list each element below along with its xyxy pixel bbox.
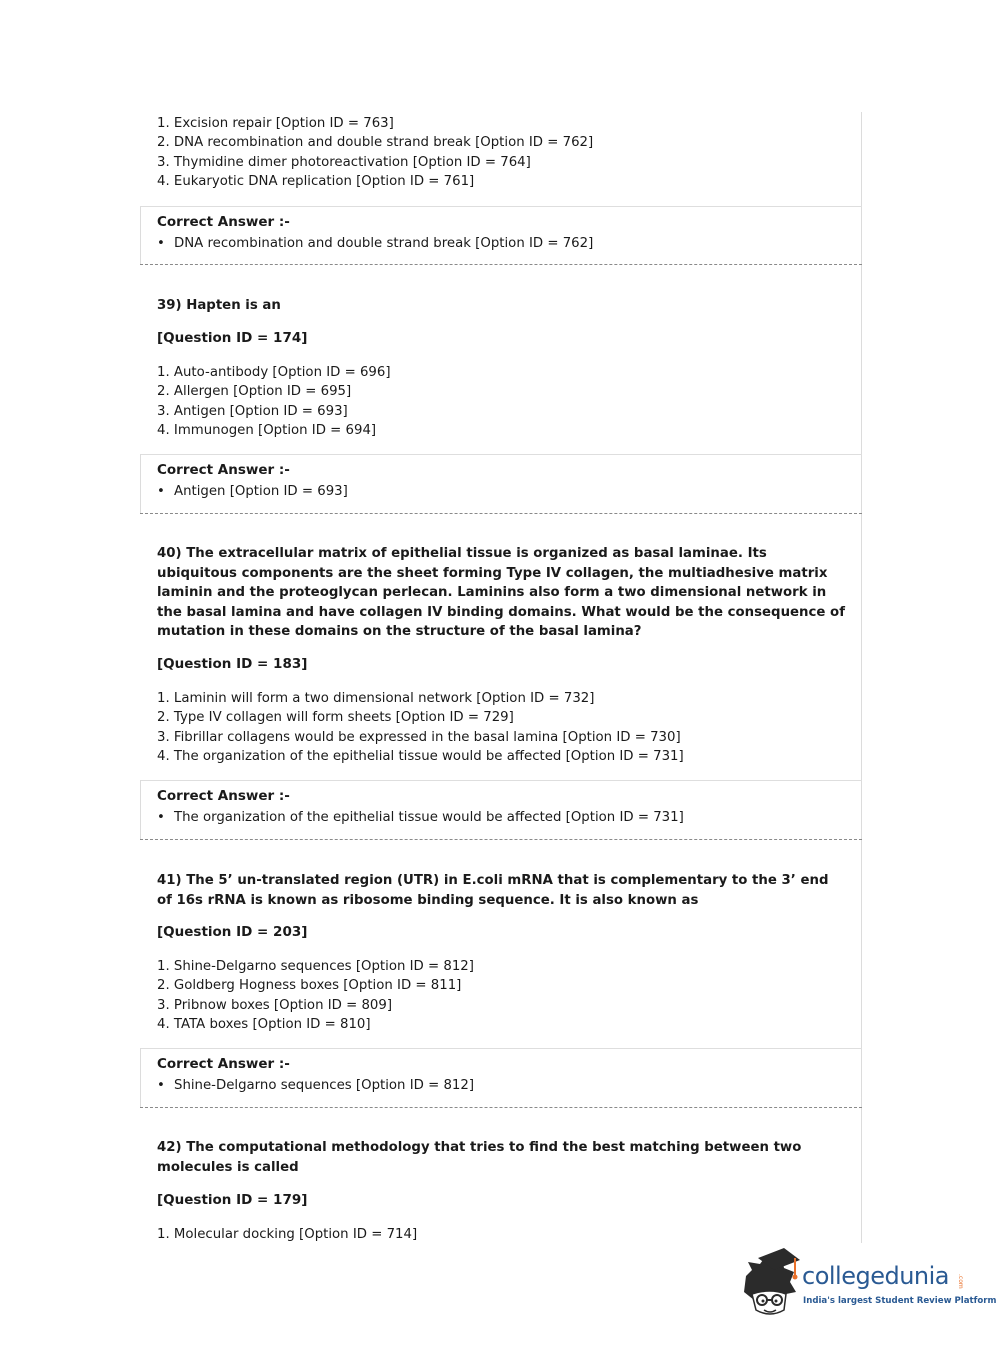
option-item: 3. Thymidine dimer photoreactivation [Option ID = 764] [157,155,531,170]
correct-answer-label: Correct Answer :- [157,214,290,230]
question-id: [Question ID = 183] [157,656,308,672]
correct-answer-text: Antigen [Option ID = 693] [174,484,348,499]
correct-answer-item: • Shine-Delgarno sequences [Option ID = 812] [157,1078,475,1093]
option-item: 3. Pribnow boxes [Option ID = 809] [157,998,393,1013]
correct-answer-item: • Antigen [Option ID = 693] [157,484,348,499]
option-item: 4. Immunogen [Option ID = 694] [157,423,377,438]
correct-answer-text: DNA recombination and double strand break [Option ID = 762] [174,236,594,251]
correct-answer-item: • DNA recombination and double strand break [Option ID = 762] [157,236,594,251]
option-item: 1. Laminin will form a two dimensional network [Option ID = 732] [157,691,595,706]
question-text: 41) The 5’ un-translated region (UTR) in E.coli mRNA that is complementary to the 3’ end of 16s rRNA is known as ribosome binding sequence. It is also known as [157,873,829,908]
divider [140,206,862,207]
correct-answer-text: Shine-Delgarno sequences [Option ID = 812] [174,1078,475,1093]
divider [140,1048,862,1049]
collegedunia-logo[interactable] [740,1248,997,1320]
correct-answer-label: Correct Answer :- [157,788,290,804]
option-item: 3. Fibrillar collagens would be expressed in the basal lamina [Option ID = 730] [157,730,681,745]
answer-box-left-border [140,1048,141,1107]
question-id: [Question ID = 174] [157,330,308,346]
question-text: 39) Hapten is an [157,298,281,313]
option-item: 2. Type IV collagen will form sheets [Option ID = 729] [157,710,514,725]
correct-answer-label: Correct Answer :- [157,1056,290,1072]
option-item: 4. Eukaryotic DNA replication [Option ID = 761] [157,174,475,189]
answer-box-left-border [140,780,141,839]
question-text: 40) The extracellular matrix of epithelial tissue is organized as basal laminae. Its ubiquitous components are the sheet forming Type IV collagen, the multiadhesive matrix laminin and the proteoglycan perlecan. Laminins also form a two dimensional network in the basal lamina and have collagen IV binding domains. What would be the consequence of mutation in these domains on the structure of the basal lamina? [157,546,845,639]
question-separator [140,1107,862,1108]
option-item: 1. Excision repair [Option ID = 763] [157,116,394,131]
answer-box-left-border [140,206,141,264]
option-item: 4. TATA boxes [Option ID = 810] [157,1017,371,1032]
page-right-border [861,112,862,1243]
question-id: [Question ID = 179] [157,1192,308,1208]
question-separator [140,513,862,514]
mascot-icon [740,1248,802,1320]
question-text: 42) The computational methodology that tries to find the best matching between two molecules is called [157,1140,802,1175]
answer-box-left-border [140,454,141,513]
question-id: [Question ID = 203] [157,924,308,940]
logo-wordmark: collegedunia [802,1262,950,1290]
option-item: 2. DNA recombination and double strand break [Option ID = 762] [157,135,594,150]
question-separator [140,264,862,265]
correct-answer-item: • The organization of the epithelial tissue would be affected [Option ID = 731] [157,810,684,825]
divider [140,780,862,781]
question-separator [140,839,862,840]
logo-tagline: India's largest Student Review Platform [803,1296,997,1306]
option-item: 2. Goldberg Hogness boxes [Option ID = 811] [157,978,462,993]
divider [140,454,862,455]
exam-page [140,112,862,1243]
option-item: 1. Molecular docking [Option ID = 714] [157,1227,418,1242]
option-item: 2. Allergen [Option ID = 695] [157,384,352,399]
correct-answer-text: The organization of the epithelial tissue would be affected [Option ID = 731] [174,810,684,825]
option-item: 3. Antigen [Option ID = 693] [157,404,348,419]
option-item: 1. Shine-Delgarno sequences [Option ID = 812] [157,959,474,974]
correct-answer-label: Correct Answer :- [157,462,290,478]
logo-tld: .com [957,1274,964,1289]
option-item: 1. Auto-antibody [Option ID = 696] [157,365,391,380]
option-item: 4. The organization of the epithelial tissue would be affected [Option ID = 731] [157,749,684,764]
